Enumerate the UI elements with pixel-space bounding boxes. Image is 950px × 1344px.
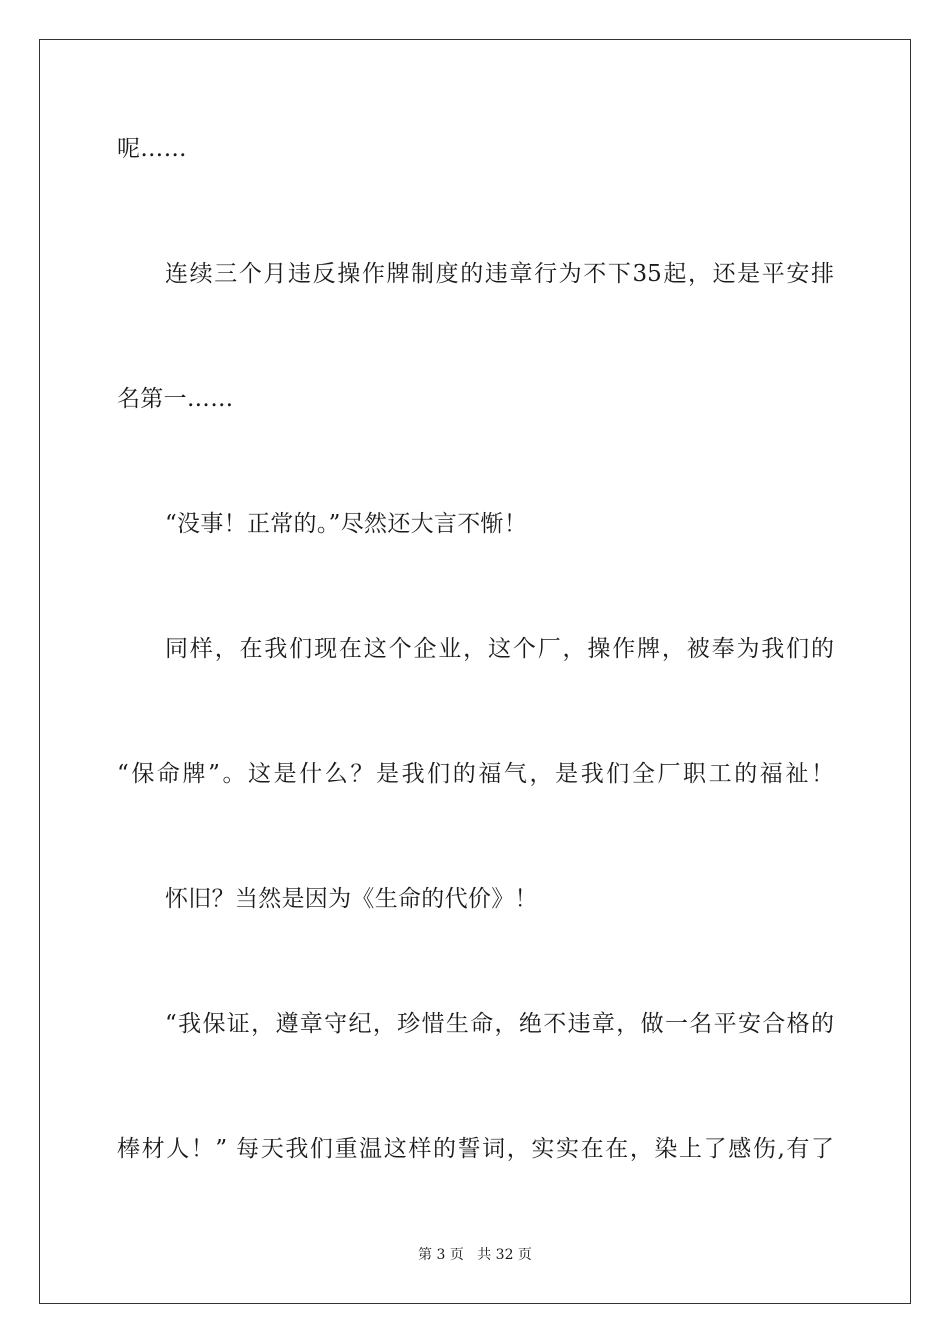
text-line-1: 呢……	[117, 136, 187, 162]
text-line-6: “保命牌”。这是什么？是我们的福气，是我们全厂职工的福祉！	[117, 761, 834, 787]
text-line-4: “没事！正常的。”尽然还大言不惭！	[165, 511, 528, 537]
page-border	[39, 39, 911, 1304]
text-line-9: 棒材人！” 每天我们重温这样的誓词，实实在在，染上了感伤,有了	[117, 1136, 834, 1162]
page-number: 第 3 页	[418, 1247, 464, 1263]
text-line-7: 怀旧？当然是因为《生命的代价》！	[165, 886, 538, 912]
text-line-3: 名第一……	[117, 386, 234, 412]
text-line-2: 连续三个月违反操作牌制度的违章行为不下35起，还是平安排	[165, 261, 834, 287]
text-line-5: 同样，在我们现在这个企业，这个厂，操作牌，被奉为我们的	[165, 636, 834, 662]
page-footer	[0, 1246, 950, 1264]
text-line-8: “我保证，遵章守纪，珍惜生命，绝不违章，做一名平安合格的	[165, 1011, 834, 1037]
total-pages: 共 32 页	[477, 1247, 532, 1263]
